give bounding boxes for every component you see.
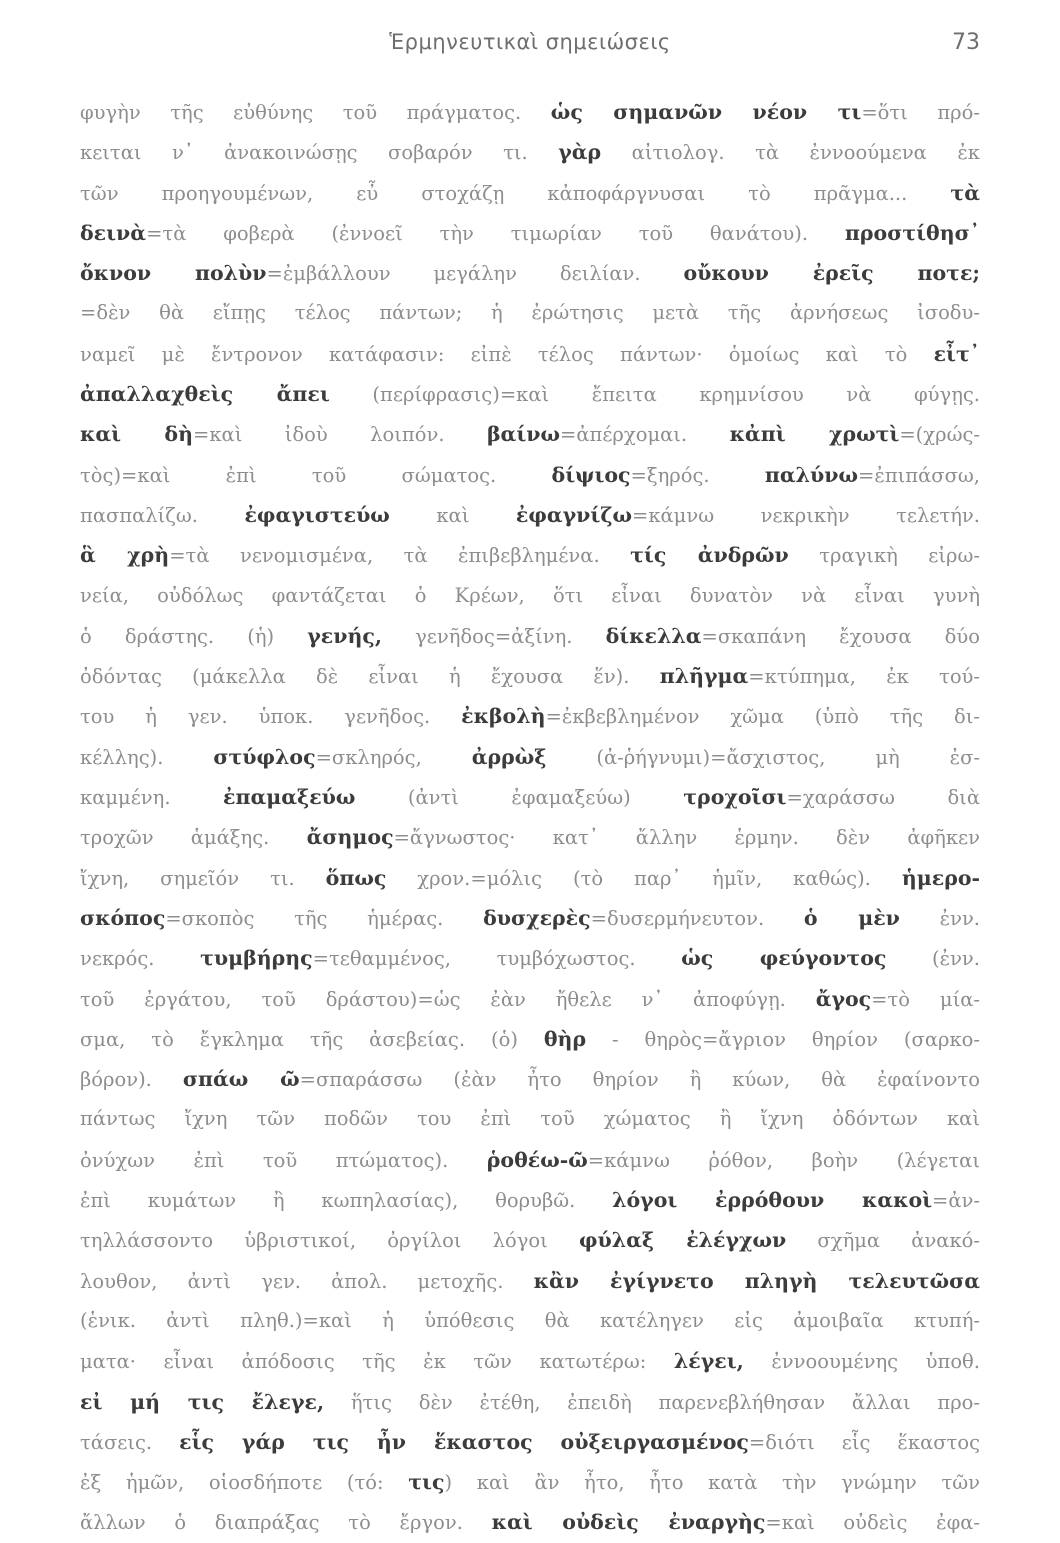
commentary-text: ματα· εἶναι ἀπόδοσις τῆς ἐκ τῶν κατωτέρω: <box>80 1350 674 1374</box>
commentary-text: =δὲν θὰ εἴπῃς τέλος πάντων; ἡ ἐρώτησις μετὰ τῆς ἀρνήσεως ἰσοδυ- <box>80 301 980 325</box>
commentary-text: τοῦ ἐργάτου, τοῦ δράστου)=ὡς ἐὰν ἤθελε ν᾽ ἀποφύγῃ. <box>80 987 816 1011</box>
commentary-text: τροχῶν ἁμάξης. <box>80 826 307 850</box>
lemma-term: ὡς σημανῶν νέον τι <box>550 100 862 124</box>
lemma-term: ἐκβολὴ <box>461 704 546 729</box>
commentary-text: =τὰ νενομισμένα, τὰ ἐπιβεβλημένα. <box>169 544 631 568</box>
commentary-text: =ἐμβάλλουν μεγάλην δειλίαν. <box>266 262 684 286</box>
lemma-term: κἀπὶ χρωτὶ <box>729 422 900 447</box>
commentary-text: =κάμνω νεκρικὴν τελετήν. <box>631 503 980 527</box>
text-line <box>80 1301 980 1341</box>
commentary-text: (ἀντὶ ἐφαμαξεύω) <box>355 786 684 810</box>
running-title: Ἑρμηνευτικαὶ σημειώσεις <box>389 30 671 54</box>
commentary-text: =καὶ οὐδεὶς ἐφα- <box>765 1511 980 1535</box>
lemma-term: εἰ μή τις ἔλεγε, <box>80 1389 325 1414</box>
lemma-term: θὴρ <box>543 1026 587 1051</box>
text-line <box>80 334 980 374</box>
commentary-text: πασπαλίζω. <box>80 503 245 527</box>
commentary-text: (ἐνν. <box>886 947 980 971</box>
lemma-term: εἷς γάρ τις ἦν ἕκαστος οὐξειργασμένος <box>179 1429 749 1454</box>
commentary-text: ναμεῖ μὲ ἔντρονον κατάφασιν: εἰπὲ τέλος πάντων· ὁμοίως καὶ τὸ <box>80 342 934 366</box>
lemma-term: βαίνω <box>486 422 560 447</box>
commentary-text: =τὰ φοβερὰ (ἐννοεῖ τὴν τιμωρίαν τοῦ θανάτου). <box>146 221 845 245</box>
commentary-text: τὸς)=καὶ ἐπὶ τοῦ σώματος. <box>80 463 552 487</box>
commentary-text: ἐπὶ κυμάτων ἢ κωπηλασίας), θορυβῶ. <box>80 1189 613 1213</box>
text-line <box>80 1422 980 1462</box>
text-line <box>80 656 980 696</box>
lemma-term: τροχοῖσι <box>683 785 787 810</box>
commentary-text: =ἀν- <box>932 1189 980 1213</box>
commentary-text: ἐνν. <box>899 906 980 930</box>
commentary-text: τραγικὴ εἰρω- <box>788 544 980 568</box>
lemma-term: στύφλος <box>213 744 316 769</box>
commentary-text: =ἐκβεβλημένον χῶμα (ὑπὸ τῆς δι- <box>545 705 980 729</box>
commentary-text: νεία, οὐδόλως φαντάζεται ὁ Κρέων, ὅτι εἶναι δυνατὸν νὰ εἶναι γυνὴ <box>80 583 980 607</box>
lemma-term: ἐφαγιστεύω <box>244 502 390 527</box>
commentary-text: =δυσερμήνευτον. <box>590 906 804 930</box>
text-line <box>80 92 980 132</box>
lemma-term: δυσχερὲς <box>483 905 591 930</box>
body-text <box>80 92 980 1543</box>
commentary-text: - θηρὸς=ἄγριον θηρίον (σαρκο- <box>586 1027 980 1051</box>
text-line <box>80 777 980 817</box>
lemma-term: ῥοθέω-ῶ <box>486 1147 588 1172</box>
lemma-term: τυμβήρης <box>200 946 313 971</box>
commentary-text: ἥτις δὲν ἐτέθη, ἐπειδὴ παρενεβλήθησαν ἄλλαι προ- <box>324 1390 980 1414</box>
lemma-term: σπάω ῶ <box>182 1067 300 1092</box>
commentary-text: =κάμνω ῥόθον, βοὴν (λέγεται <box>587 1148 980 1172</box>
lemma-term: λόγοι ἐρρόθουν κακοὶ <box>612 1188 933 1213</box>
text-line <box>80 938 980 978</box>
commentary-text: =σπαράσσω (ἐὰν ἦτο θηρίον ἢ κύων, θὰ ἐφαίνοντο <box>299 1068 980 1092</box>
text-line <box>80 1180 980 1220</box>
lemma-term: καὶ οὐδεὶς ἐναργὴς <box>491 1510 766 1535</box>
commentary-text: ἄλλων ὁ διαπράξας τὸ ἔργον. <box>80 1511 492 1535</box>
lemma-term: τὰ <box>950 180 980 205</box>
text-line <box>80 576 980 616</box>
commentary-text: καμμένη. <box>80 786 224 810</box>
commentary-text: =σκαπάνη ἔχουσα δύο <box>701 624 980 648</box>
commentary-text: =χαράσσω διὰ <box>786 786 980 810</box>
lemma-term: ὁ μὲν <box>803 905 900 930</box>
lemma-term: δεινὰ <box>80 220 147 245</box>
text-line <box>80 1019 980 1059</box>
commentary-text: =ἐπιπάσσω, <box>858 463 980 487</box>
lemma-term: φύλαξ ἐλέγχων <box>579 1228 787 1253</box>
commentary-text: σμα, τὸ ἔγκλημα τῆς ἀσεβείας. (ὁ) <box>80 1027 544 1051</box>
text-line <box>80 1140 980 1180</box>
lemma-term: εἶτ᾽ <box>933 341 980 366</box>
lemma-term: προστίθησ᾽ <box>844 220 980 245</box>
lemma-term: λέγει, <box>673 1349 744 1374</box>
text-line <box>80 616 980 656</box>
text-line <box>80 1220 980 1260</box>
commentary-text: κέλλης). <box>80 745 214 769</box>
commentary-text: ἐξ ἡμῶν, οἱοσδήποτε (τό: <box>80 1471 409 1495</box>
commentary-text: τηλλάσσοντο ὑβριστικοί, ὀργίλοι λόγοι <box>80 1229 579 1253</box>
text-line <box>80 1099 980 1139</box>
lemma-term: ἐπαμαξεύω <box>223 785 356 810</box>
commentary-text: =διότι εἷς ἕκαστος <box>748 1430 980 1454</box>
text-line <box>80 1059 980 1099</box>
commentary-text: πάντως ἴχνη τῶν ποδῶν του ἐπὶ τοῦ χώματος ἢ ἴχνη ὀδόντων καὶ <box>80 1107 980 1131</box>
text-line <box>80 293 980 333</box>
commentary-text: κειται ν᾽ ἀνακοινώσῃς σοβαρόν τι. <box>80 141 559 165</box>
commentary-text: τῶν προηγουμένων, εὖ στοχάζῃ κἀποφάργνυσαι τὸ πρᾶγμα... <box>80 181 951 205</box>
commentary-text: σχῆμα ἀνακό- <box>786 1229 980 1253</box>
lemma-term: κἂν ἐγίγνετο πληγὴ τελευτῶσα <box>533 1268 980 1293</box>
commentary-text: χρον.=μόλις (τὸ παρ᾽ ἡμῖν, καθώς). <box>386 866 902 890</box>
commentary-text: τάσεις. <box>80 1430 180 1454</box>
lemma-term: ἄγος <box>815 986 872 1011</box>
commentary-text: ἴχνη, σημεῖόν τι. <box>80 866 326 890</box>
lemma-term: παλύνω <box>764 462 859 487</box>
text-line <box>80 1382 980 1422</box>
commentary-text: βόρον). <box>80 1068 183 1092</box>
text-line <box>80 253 980 293</box>
text-line <box>80 535 980 575</box>
text-line <box>80 213 980 253</box>
text-line <box>80 1502 980 1542</box>
commentary-text: φυγὴν τῆς εὐθύνης τοῦ πράγματος. <box>80 101 551 124</box>
lemma-term: δίψιος <box>551 462 631 487</box>
commentary-text: =(χρώς- <box>899 423 980 447</box>
lemma-term: ὄκνον πολὺν <box>80 261 267 286</box>
text-line <box>80 495 980 535</box>
page-header <box>80 30 980 66</box>
text-line <box>80 696 980 736</box>
text-line <box>80 817 980 857</box>
page-number: 73 <box>952 30 980 55</box>
commentary-text: του ἡ γεν. ὑποκ. γενῆδος. <box>80 705 462 729</box>
lemma-term: ἀρρὼξ <box>471 744 547 769</box>
text-line <box>80 374 980 414</box>
commentary-text: =ἀπέρχομαι. <box>560 423 730 447</box>
commentary-text: =ξηρός. <box>630 463 765 487</box>
lemma-term: τις <box>408 1470 445 1495</box>
lemma-term: πλῆγμα <box>659 664 749 689</box>
lemma-term: γὰρ <box>558 140 602 165</box>
commentary-text: =τεθαμμένος, τυμβόχωστος. <box>312 947 682 971</box>
lemma-term: ὡς φεύγοντος <box>681 946 887 971</box>
lemma-term: οὔκουν ἐρεῖς ποτε; <box>683 261 980 286</box>
commentary-text: λουθον, ἀντὶ γεν. ἀπολ. μετοχῆς. <box>80 1269 534 1293</box>
lemma-term: ἐφαγνίζω <box>515 502 632 527</box>
commentary-text: =ἄγνωστος· κατ᾽ ἄλλην ἑρμην. δὲν ἀφῆκεν <box>393 826 980 850</box>
commentary-text: (ἀ-ῥήγνυμι)=ἄσχιστος, μὴ ἐσ- <box>546 745 980 769</box>
commentary-text: =σκληρός, <box>315 745 472 769</box>
text-line <box>80 1341 980 1381</box>
text-line <box>80 979 980 1019</box>
lemma-term: δίκελλα <box>605 623 702 648</box>
lemma-term: ἡμερο- <box>901 865 980 890</box>
text-line <box>80 132 980 172</box>
commentary-text: ) καὶ ἂν ἦτο, ἦτο κατὰ τὴν γνώμην τῶν <box>444 1471 980 1495</box>
text-line <box>80 737 980 777</box>
commentary-text: =κτύπημα, ἐκ τού- <box>748 665 980 689</box>
commentary-text: ἐννοουμένης ὑποθ. <box>743 1350 980 1374</box>
commentary-text: =ὅτι πρό- <box>861 101 980 124</box>
commentary-text: (περίφρασις)=καὶ ἔπειτα κρημνίσου νὰ φύγῃς. <box>329 383 980 407</box>
lemma-term: καὶ δὴ <box>80 422 193 447</box>
lemma-term: ἃ χρὴ <box>80 543 170 568</box>
commentary-text: ὁ δράστης. (ἡ) <box>80 624 308 648</box>
text-line <box>80 414 980 454</box>
text-line <box>80 858 980 898</box>
text-line <box>80 1462 980 1502</box>
lemma-term: σκόπος <box>80 905 166 930</box>
text-line <box>80 455 980 495</box>
lemma-term: γενής, <box>307 623 383 648</box>
commentary-text: =τὸ μία- <box>871 987 980 1011</box>
commentary-text: νεκρός. <box>80 947 201 971</box>
commentary-text: ὀνύχων ἐπὶ τοῦ πτώματος). <box>80 1148 487 1172</box>
text-line <box>80 1261 980 1301</box>
text-line <box>80 173 980 213</box>
lemma-term: τίς ἀνδρῶν <box>630 543 789 568</box>
lemma-term: ἀπαλλαχθεὶς ἄπει <box>80 382 330 407</box>
commentary-text: ὀδόντας (μάκελλα δὲ εἶναι ἡ ἔχουσα ἕν). <box>80 665 660 689</box>
lemma-term: ἄσημος <box>306 825 394 850</box>
text-line <box>80 898 980 938</box>
commentary-text: αἰτιολογ. τὰ ἐννοούμενα ἐκ <box>601 141 980 165</box>
lemma-term: ὅπως <box>325 865 387 890</box>
commentary-text: =καὶ ἰδοὺ λοιπόν. <box>193 423 487 447</box>
commentary-text: καὶ <box>389 503 516 527</box>
commentary-text: (ἑνικ. ἀντὶ πληθ.)=καὶ ἡ ὑπόθεσις θὰ κατέληγεν εἰς ἀμοιβαῖα κτυπή- <box>80 1308 980 1332</box>
commentary-text: γενῆδος=ἀξίνη. <box>382 624 606 648</box>
commentary-text: =σκοπὸς τῆς ἡμέρας. <box>165 906 484 930</box>
